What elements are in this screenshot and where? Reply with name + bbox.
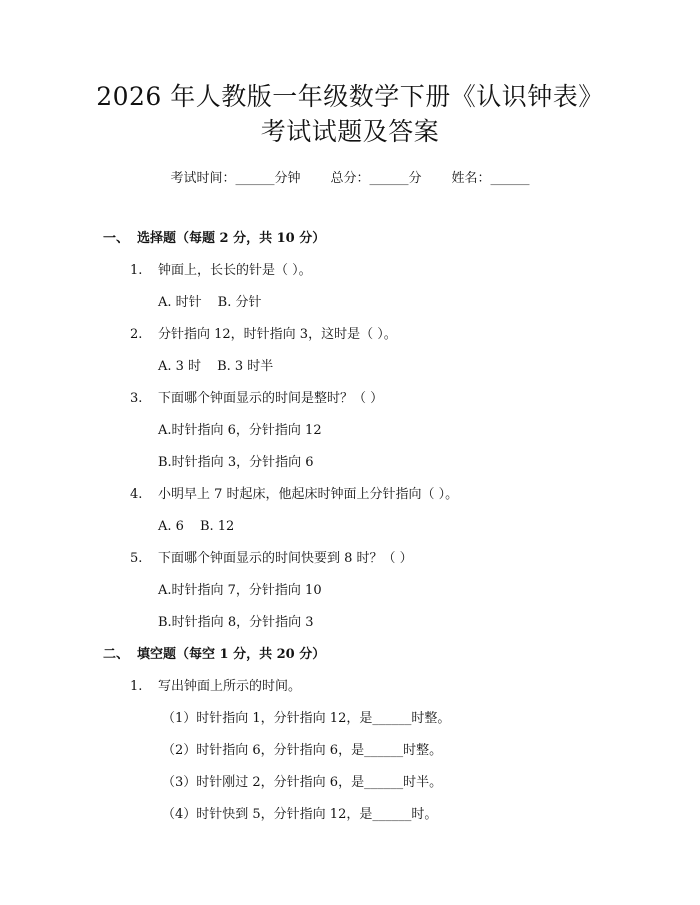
question-text: 钟面上，长长的针是（ ）。 (158, 263, 312, 278)
option-b: B. 3 时半 (217, 359, 274, 374)
exam-time-field: 考试时间：______分钟 (170, 171, 301, 186)
section-title: 填空题（每空 1 分，共 20 分） (137, 647, 326, 662)
exam-title-line2: 考试试题及答案 (260, 117, 440, 146)
option-a: A. 3 时 (158, 359, 202, 374)
question-text: 分针指向 12，时针指向 3，这时是（ ）。 (158, 327, 397, 342)
section-title: 选择题（每题 2 分，共 10 分） (137, 231, 326, 246)
sub-question: （3）时针刚过 2，分针指向 6，是______时半。 (162, 775, 443, 790)
option-a: A.时针指向 7，分针指向 10 (158, 583, 322, 598)
sub-question: （1）时针指向 1，分针指向 12，是______时整。 (162, 711, 451, 726)
question-item (130, 261, 312, 281)
total-score-field: 总分：______分 (330, 171, 422, 186)
sub-question: （4）时针快到 5，分针指向 12，是______时。 (162, 807, 438, 822)
question-item (130, 325, 397, 345)
question-text: 小明早上 7 时起床，他起床时钟面上分针指向（ ）。 (158, 487, 459, 502)
option-a: A.时针指向 6，分针指向 12 (158, 423, 322, 438)
question-number: 1. (130, 263, 143, 278)
question-number: 2. (130, 327, 143, 342)
option-row (158, 517, 234, 537)
question-number: 5. (130, 551, 143, 566)
option-a: A. 6 (158, 519, 184, 534)
question-item (130, 485, 458, 505)
sub-question: （2）时针指向 6，分针指向 6，是______时整。 (162, 743, 443, 758)
exam-title-line1: 2026 年人教版一年级数学下册《认识钟表》 (96, 82, 604, 111)
question-item (130, 677, 301, 697)
question-number: 4. (130, 487, 143, 502)
question-number: 3. (130, 391, 143, 406)
exam-meta (0, 169, 700, 189)
section-number: 一、 (103, 231, 130, 246)
question-text: 下面哪个钟面显示的时间快要到 8 时？（ ） (158, 551, 413, 566)
section-heading-choice (103, 229, 325, 249)
section-heading-fill (103, 645, 325, 665)
option-row (158, 357, 273, 377)
question-item (130, 549, 413, 569)
question-number: 1. (130, 679, 143, 694)
option-b: B. 分针 (217, 295, 262, 310)
option-a: A. 时针 (158, 295, 202, 310)
option-row (158, 293, 261, 313)
option-b: B.时针指向 8，分针指向 3 (158, 615, 314, 630)
question-text: 写出钟面上所示的时间。 (158, 679, 302, 694)
question-item (130, 389, 383, 409)
section-number: 二、 (103, 647, 130, 662)
option-b: B.时针指向 3，分针指向 6 (158, 455, 314, 470)
question-text: 下面哪个钟面显示的时间是整时？（ ） (158, 391, 384, 406)
student-name-field: 姓名：______ (451, 171, 530, 186)
option-b: B. 12 (199, 519, 235, 534)
